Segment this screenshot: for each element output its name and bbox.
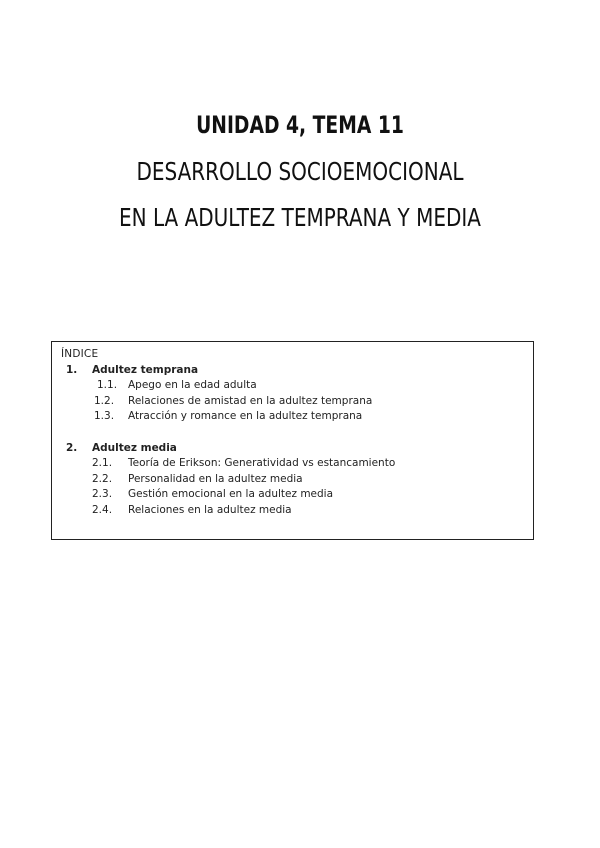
title-line-1: DESARROLLO SOCIOEMOCIONAL <box>136 157 464 186</box>
index-item <box>52 488 533 503</box>
section-label: Adultez temprana <box>92 364 199 376</box>
section-number: 1. <box>66 364 78 376</box>
item-label: Teoría de Erikson: Generatividad vs estancamiento <box>128 457 396 469</box>
item-number: 1.3. <box>94 410 115 422</box>
item-label: Gestión emocional en la adultez media <box>128 488 334 500</box>
item-number: 2.4. <box>92 504 113 516</box>
title-line-2: EN LA ADULTEZ TEMPRANA Y MEDIA <box>118 203 482 232</box>
section-number: 2. <box>66 442 78 454</box>
item-number: 1.2. <box>94 395 115 407</box>
index-item <box>52 457 533 472</box>
item-number: 2.1. <box>92 457 113 469</box>
index-item <box>52 504 533 519</box>
title-block <box>0 105 600 234</box>
index-title: ÍNDICE <box>61 348 99 360</box>
item-number: 1.1. <box>97 379 118 391</box>
item-label: Relaciones en la adultez media <box>128 504 292 516</box>
index-item <box>52 379 533 394</box>
index-item <box>52 395 533 410</box>
item-number: 2.2. <box>92 473 113 485</box>
item-label: Personalidad en la adultez media <box>128 473 303 485</box>
index-item <box>52 410 533 425</box>
item-label: Relaciones de amistad en la adultez temprana <box>128 395 373 407</box>
item-label: Apego en la edad adulta <box>128 379 257 391</box>
index-item <box>52 473 533 488</box>
section-label: Adultez media <box>92 442 177 454</box>
unit-heading: UNIDAD 4, TEMA 11 <box>196 111 404 139</box>
item-label: Atracción y romance en la adultez temprana <box>128 410 363 422</box>
item-number: 2.3. <box>92 488 113 500</box>
index-box <box>51 341 534 540</box>
